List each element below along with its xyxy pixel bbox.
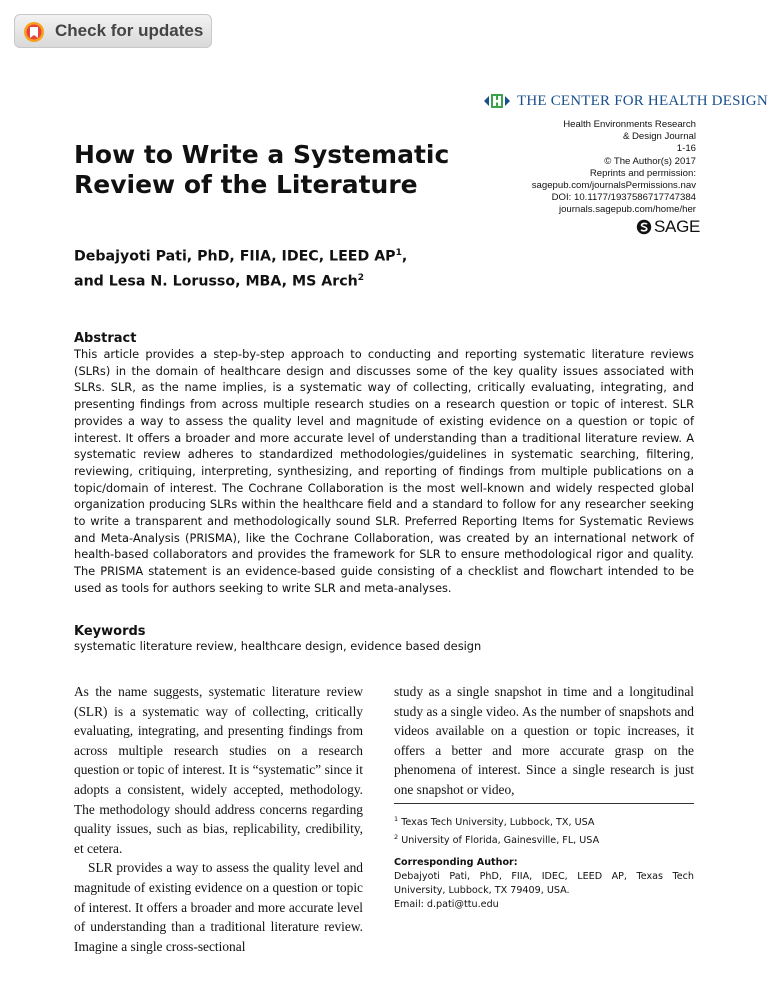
author-separator: ,: [401, 248, 408, 265]
body-paragraph: study as a single snapshot in time and a longitudinal study as a single video. As the number of snapshots and videos available on a question or topic increases, it offers a better and more accurate grasp on the phenomena of interest. Since a single research is just one snapshot or video,: [394, 684, 694, 797]
body-column-left: [74, 682, 363, 956]
corresponding-author-email[interactable]: Email: d.pati@ttu.edu: [394, 899, 499, 910]
check-for-updates-label: Check for updates: [55, 21, 204, 40]
keywords-text: systematic literature review, healthcare design, evidence based design: [74, 639, 482, 653]
journal-info-line[interactable]: sagepub.com/journalsPermissions.nav: [531, 180, 696, 192]
org-logo-text: THE CENTER FOR HEALTH DESIGN: [517, 92, 768, 109]
journal-info-line: & Design Journal: [622, 131, 696, 143]
footnote-text: University of Florida, Gainesville, FL, USA: [401, 835, 600, 847]
keywords-heading: Keywords: [74, 624, 146, 639]
sage-logo: [636, 217, 700, 237]
affiliation-mark: 1: [395, 248, 402, 258]
corresponding-author-heading: Corresponding Author:: [394, 857, 518, 868]
abstract-heading: Abstract: [74, 331, 137, 346]
journal-info-line: Health Environments Research: [563, 119, 696, 130]
footnote-mark: 2: [394, 833, 399, 842]
center-for-health-design-logo: [483, 91, 768, 111]
health-design-icon: [483, 92, 511, 110]
affiliation-mark: 2: [357, 272, 364, 283]
journal-info-line: 1-16: [676, 143, 696, 155]
author-name: and Lesa N. Lorusso, MBA, MS Arch: [74, 273, 358, 290]
footnote-item: [394, 812, 704, 830]
author-list: [74, 243, 494, 292]
abstract-text: This article provides a step-by-step approach to conducting and reporting systematic literature reviews (SLRs) in the domain of healthcare design and discusses some of the key quality issues associated with SLRs. SLR, as the name implies, is a systematic way of collecting, critically evaluating, integrating, and presenting findings from across multiple research studies on a research question or topic of interest. SLR provides a way to assess the quality level and magnitude of existing evidence on a question or topic of interest. It offers a broader and more accurate level of understanding than a traditional literature review. A systematic review adheres to standardized methodologies/guidelines in systematic searching, filtering, reviewing, critiquing, interpreting, synthesizing, and reporting of findings from multiple publications on a topic/domain of interest. The Cochrane Collaboration is the most well-known and widely respected global organization producing SLRs within the healthcare field and a standard to follow for any researcher seeking to write a transparent and methodologically sound SLR. Preferred Reporting Items for Systematic Reviews and Meta-Analysis (PRISMA), like the Cochrane Collaboration, was created by an international network of health-based collaborators and provides the framework for SLR to ensure methodological rigor and quality. The PRISMA statement is an evidence-based guide consisting of a checklist and flowchart intended to be used as tools for authors seeking to write SLR and meta-analyses.: [74, 347, 694, 595]
sage-logo-text: SAGE: [654, 217, 701, 236]
author-name: Debajyoti Pati, PhD, FIIA, IDEC, LEED AP: [74, 248, 396, 265]
article-title: How to Write a Systematic Review of the Literature: [74, 140, 450, 199]
journal-info-line[interactable]: DOI: 10.1177/1937586717747384: [551, 192, 696, 204]
corresponding-author-text: Debajyoti Pati, PhD, FIIA, IDEC, LEED AP, Texas Tech University, Lubbock, TX 79409, USA.: [394, 871, 694, 896]
journal-info-line[interactable]: journals.sagepub.com/home/her: [558, 204, 696, 216]
corresponding-author: [394, 856, 694, 912]
journal-info: [436, 119, 696, 217]
footnote-divider: [394, 803, 694, 804]
affiliation-footnotes: [394, 812, 704, 848]
bookmark-icon: [23, 21, 45, 43]
body-paragraph: SLR provides a way to assess the quality level and magnitude of existing evidence on a question or topic of interest. It offers a broader and more accurate level of understanding than a traditional literature review. Imagine a single cross-sectional: [74, 860, 363, 954]
footnote-item: [394, 830, 704, 848]
journal-info-line: Reprints and permission:: [589, 167, 696, 179]
body-paragraph: As the name suggests, systematic literature review (SLR) is a systematic way of collecting, critically evaluating, integrating, and presenting findings from across multiple research studies on a research question or topic of interest. It is “systematic” since it adopts a consistent, widely accepted, methodology. The methodology should address concerns regarding quality issues, such as bias, replicability, credibility, et cetera.: [74, 684, 363, 856]
sage-mark-icon: [636, 219, 652, 235]
body-column-right: [394, 682, 694, 800]
footnote-text: Texas Tech University, Lubbock, TX, USA: [401, 817, 595, 829]
check-for-updates-badge[interactable]: [14, 14, 212, 48]
footnote-mark: 1: [394, 815, 399, 823]
journal-info-line: © The Author(s) 2017: [604, 155, 696, 167]
